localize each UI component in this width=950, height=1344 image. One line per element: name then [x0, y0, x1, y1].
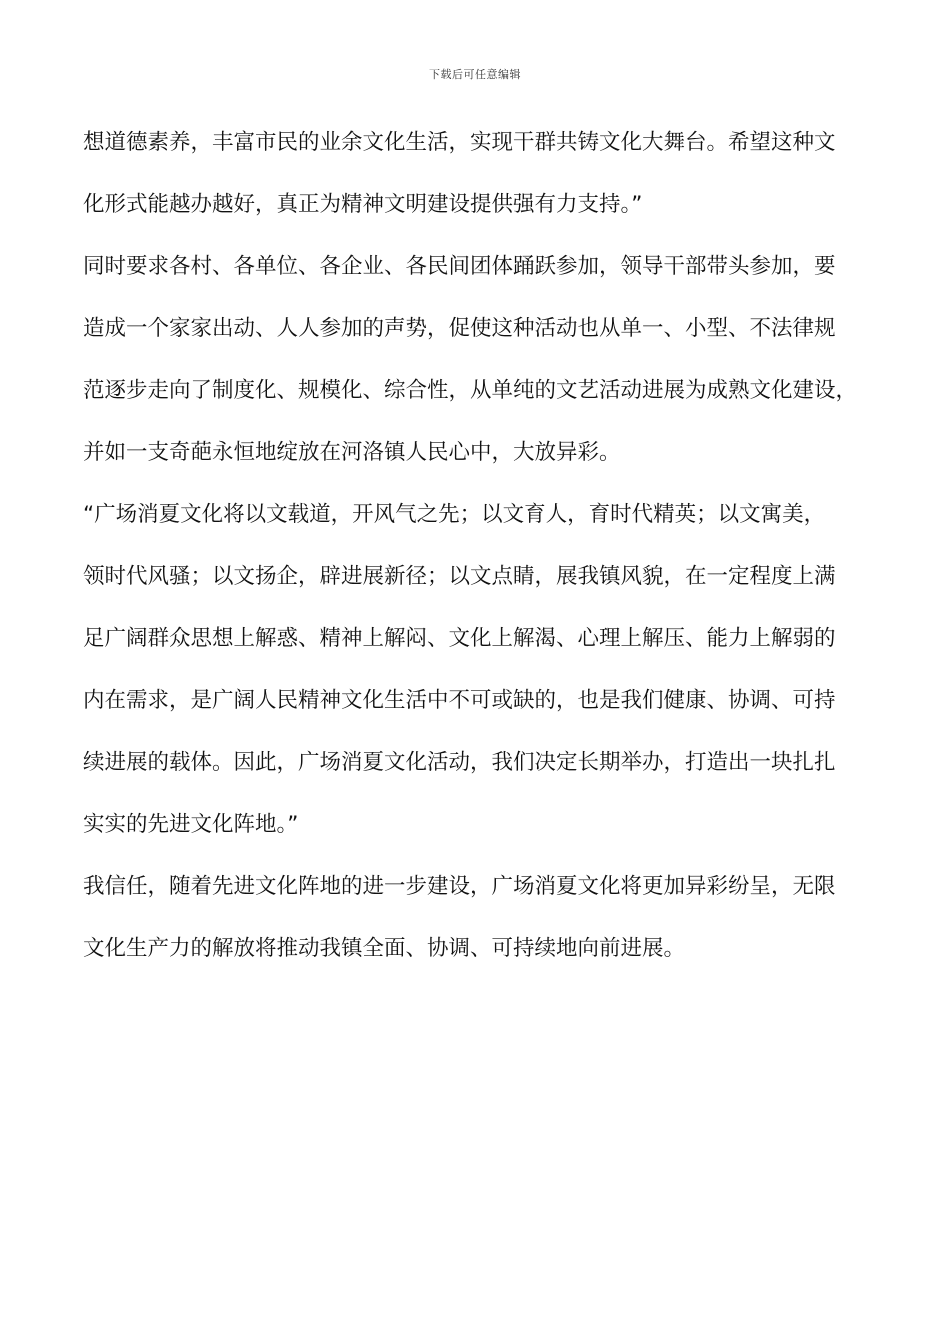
document-body: [83, 112, 883, 980]
text-line: “广场消夏文化将以文载道，开风气之先；以文育人，育时代精英；以文寓美，: [83, 502, 826, 527]
text-line: 实实的先进文化阵地。”: [83, 812, 299, 837]
text-line: 内在需求，是广阔人民精神文化生活中不可或缺的，也是我们健康、协调、可持: [83, 688, 836, 713]
text-line: 造成一个家家出动、人人参加的声势，促使这种活动也从单一、小型、不法律规: [83, 316, 836, 341]
text-line: 想道德素养，丰富市民的业余文化生活，实现干群共铸文化大舞台。希望这种文: [83, 130, 836, 155]
page-header: 下载后可任意编辑: [429, 68, 521, 81]
text-line: 范逐步走向了制度化、规模化、综合性，从单纯的文艺活动进展为成熟文化建设，: [83, 378, 858, 403]
text-line: 并如一支奇葩永恒地绽放在河洛镇人民心中，大放异彩。: [83, 440, 621, 465]
text-line: 同时要求各村、各单位、各企业、各民间团体踊跃参加，领导干部带头参加，要: [83, 254, 836, 279]
text-line: 化形式能越办越好，真正为精神文明建设提供强有力支持。”: [83, 192, 643, 217]
text-line: 我信任，随着先进文化阵地的进一步建设，广场消夏文化将更加异彩纷呈，无限: [83, 874, 836, 899]
text-line: 领时代风骚；以文扬企，辟进展新径；以文点睛，展我镇风貌，在一定程度上满: [83, 564, 836, 589]
text-line: 足广阔群众思想上解惑、精神上解闷、文化上解渴、心理上解压、能力上解弱的: [83, 626, 836, 651]
text-line: 文化生产力的解放将推动我镇全面、协调、可持续地向前进展。: [83, 936, 686, 961]
text-line: 续进展的载体。因此，广场消夏文化活动，我们决定长期举办，打造出一块扎扎: [83, 750, 836, 775]
